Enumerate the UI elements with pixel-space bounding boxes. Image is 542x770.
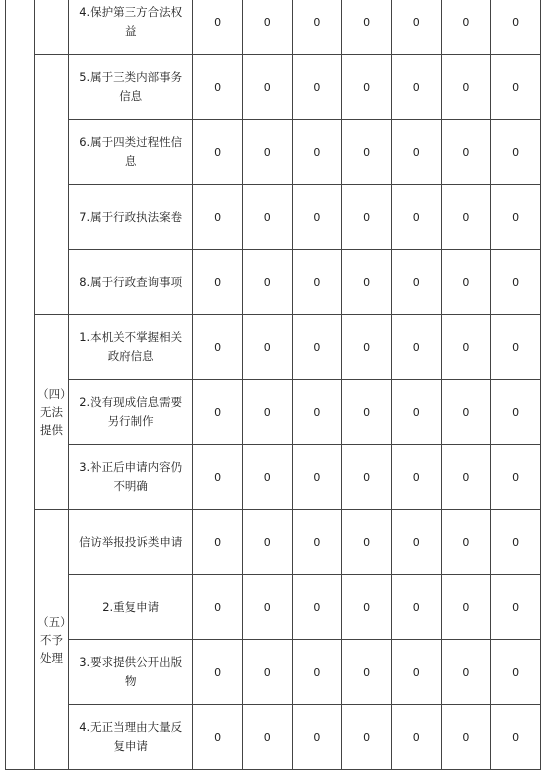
value-cell: 0 [242, 120, 292, 185]
value-cell: 0 [193, 640, 243, 705]
row-label: 1.本机关不掌握相关政府信息 [69, 315, 193, 380]
value-cell: 0 [242, 315, 292, 380]
table-row [6, 510, 541, 575]
value-cell: 0 [342, 380, 392, 445]
table-row [6, 185, 541, 250]
value-cell: 0 [491, 0, 541, 55]
value-cell: 0 [441, 640, 491, 705]
value-cell: 0 [391, 445, 441, 510]
group-label: （五）不予处理 [34, 510, 68, 770]
value-cell: 0 [342, 250, 392, 315]
value-cell: 0 [441, 510, 491, 575]
value-cell: 0 [342, 445, 392, 510]
value-cell: 0 [242, 510, 292, 575]
value-cell: 0 [292, 705, 342, 770]
value-cell: 0 [391, 640, 441, 705]
value-cell: 0 [342, 705, 392, 770]
value-cell: 0 [242, 250, 292, 315]
value-cell: 0 [242, 575, 292, 640]
table-row [6, 0, 541, 55]
value-cell: 0 [242, 705, 292, 770]
table-row [6, 575, 541, 640]
value-cell: 0 [491, 315, 541, 380]
table-row [6, 55, 541, 120]
value-cell: 0 [292, 250, 342, 315]
value-cell: 0 [441, 445, 491, 510]
value-cell: 0 [491, 55, 541, 120]
row-label: 7.属于行政执法案卷 [69, 185, 193, 250]
value-cell: 0 [342, 575, 392, 640]
table-row [6, 315, 541, 380]
table-row [6, 705, 541, 770]
group-label: （四）无法提供 [34, 315, 68, 510]
value-cell: 0 [342, 55, 392, 120]
value-cell: 0 [391, 575, 441, 640]
value-cell: 0 [491, 510, 541, 575]
value-cell: 0 [292, 510, 342, 575]
value-cell: 0 [342, 640, 392, 705]
value-cell: 0 [193, 575, 243, 640]
row-label: 信访举报投诉类申请 [69, 510, 193, 575]
row-label: 8.属于行政查询事项 [69, 250, 193, 315]
row-label: 2.没有现成信息需要另行制作 [69, 380, 193, 445]
table-row [6, 445, 541, 510]
outer-category-cell [6, 0, 35, 770]
value-cell: 0 [242, 185, 292, 250]
value-cell: 0 [491, 640, 541, 705]
value-cell: 0 [193, 55, 243, 120]
value-cell: 0 [292, 55, 342, 120]
value-cell: 0 [391, 705, 441, 770]
value-cell: 0 [292, 445, 342, 510]
value-cell: 0 [193, 315, 243, 380]
group-label [34, 55, 68, 315]
value-cell: 0 [193, 120, 243, 185]
value-cell: 0 [342, 120, 392, 185]
value-cell: 0 [193, 510, 243, 575]
value-cell: 0 [193, 250, 243, 315]
row-label: 2.重复申请 [69, 575, 193, 640]
value-cell: 0 [491, 380, 541, 445]
value-cell: 0 [292, 575, 342, 640]
value-cell: 0 [292, 315, 342, 380]
value-cell: 0 [441, 380, 491, 445]
value-cell: 0 [441, 705, 491, 770]
value-cell: 0 [292, 380, 342, 445]
group-label [34, 0, 68, 55]
value-cell: 0 [391, 0, 441, 55]
table-row [6, 250, 541, 315]
value-cell: 0 [391, 55, 441, 120]
row-label: 3.补正后申请内容仍不明确 [69, 445, 193, 510]
table-row [6, 640, 541, 705]
value-cell: 0 [342, 315, 392, 380]
value-cell: 0 [441, 120, 491, 185]
value-cell: 0 [491, 185, 541, 250]
table-row [6, 380, 541, 445]
value-cell: 0 [193, 0, 243, 55]
value-cell: 0 [491, 120, 541, 185]
value-cell: 0 [391, 120, 441, 185]
value-cell: 0 [441, 55, 491, 120]
row-label: 4.无正当理由大量反复申请 [69, 705, 193, 770]
table-row [6, 120, 541, 185]
value-cell: 0 [292, 0, 342, 55]
value-cell: 0 [292, 185, 342, 250]
value-cell: 0 [193, 445, 243, 510]
value-cell: 0 [441, 185, 491, 250]
value-cell: 0 [242, 445, 292, 510]
value-cell: 0 [292, 120, 342, 185]
value-cell: 0 [342, 185, 392, 250]
value-cell: 0 [242, 640, 292, 705]
value-cell: 0 [193, 380, 243, 445]
value-cell: 0 [391, 315, 441, 380]
value-cell: 0 [491, 575, 541, 640]
value-cell: 0 [391, 510, 441, 575]
value-cell: 0 [491, 250, 541, 315]
value-cell: 0 [441, 250, 491, 315]
value-cell: 0 [491, 705, 541, 770]
disclosure-statistics-table [5, 0, 541, 770]
value-cell: 0 [441, 315, 491, 380]
value-cell: 0 [441, 575, 491, 640]
value-cell: 0 [193, 185, 243, 250]
value-cell: 0 [242, 55, 292, 120]
value-cell: 0 [193, 705, 243, 770]
row-label: 4.保护第三方合法权益 [69, 0, 193, 55]
value-cell: 0 [242, 0, 292, 55]
row-label: 5.属于三类内部事务信息 [69, 55, 193, 120]
value-cell: 0 [292, 640, 342, 705]
row-label: 3.要求提供公开出版物 [69, 640, 193, 705]
value-cell: 0 [391, 185, 441, 250]
row-label: 6.属于四类过程性信息 [69, 120, 193, 185]
value-cell: 0 [441, 0, 491, 55]
value-cell: 0 [342, 510, 392, 575]
value-cell: 0 [391, 250, 441, 315]
value-cell: 0 [491, 445, 541, 510]
value-cell: 0 [391, 380, 441, 445]
value-cell: 0 [342, 0, 392, 55]
value-cell: 0 [242, 380, 292, 445]
